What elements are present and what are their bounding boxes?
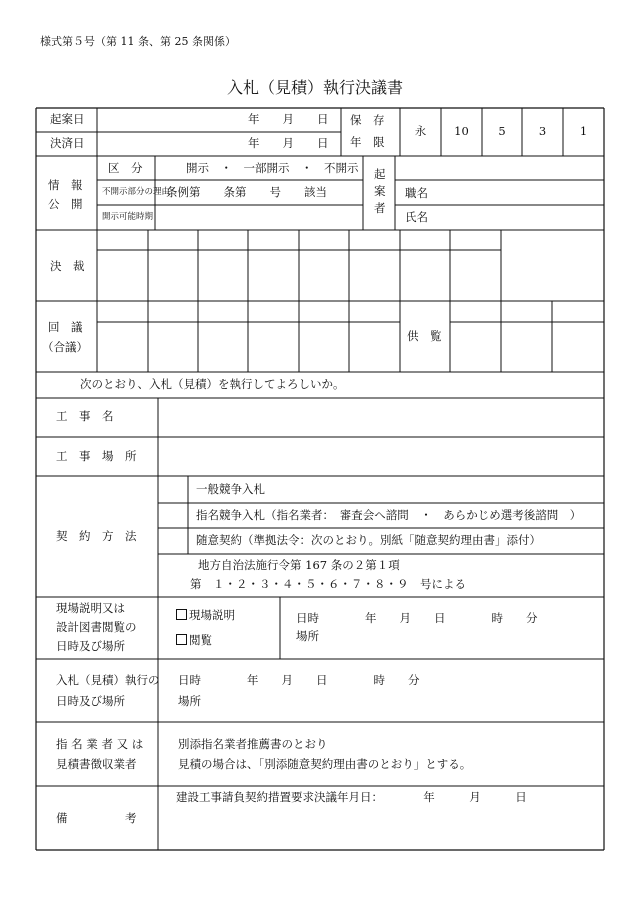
disclosure-date-label: 開示可能時期 — [102, 212, 154, 222]
site-explanation-checkbox[interactable] — [176, 609, 235, 622]
designated-line-1: 別添指名業者推薦書のとおり — [178, 737, 328, 751]
contract-option-general[interactable]: 一般競争入札 — [196, 482, 265, 496]
decision-date-value[interactable]: 年 月 日 — [248, 136, 329, 150]
site-datetime[interactable]: 日時 年 月 日 時 分 — [296, 611, 538, 625]
site-explanation-check-label: 現場説明 — [189, 608, 235, 622]
retention-option[interactable]: 永 — [414, 124, 427, 138]
project-location-label: 工 事 場 所 — [56, 449, 137, 463]
category-value[interactable]: 開示 ・ 一部開示 ・ 不開示 — [186, 161, 359, 175]
retention-option[interactable]: 1 — [579, 124, 588, 138]
decision-date-label: 決済日 — [50, 136, 85, 150]
drafter-label: 起 案 者 — [374, 167, 386, 215]
site-label-3: 日時及び場所 — [56, 639, 125, 653]
site-place[interactable]: 場所 — [296, 629, 319, 643]
designated-line-2: 見積の場合は、「別添随意契約理由書のとおり」とする。 — [178, 757, 472, 771]
decision-label: 決 裁 — [50, 259, 85, 273]
page-title: 入札（見積）執行決議書 — [226, 78, 403, 97]
draft-date-value[interactable]: 年 月 日 — [248, 112, 329, 126]
retention-option[interactable]: 10 — [454, 124, 469, 138]
bid-label-2: 日時及び場所 — [56, 694, 125, 708]
intro-text: 次のとおり、入札（見積）を執行してよろしいか。 — [80, 377, 345, 391]
inspection-check-label: 閲覧 — [189, 633, 212, 647]
checkbox-icon — [176, 609, 187, 620]
retention-label-1: 保 存 — [350, 113, 385, 127]
bid-place[interactable]: 場所 — [178, 694, 201, 708]
contract-method-label: 契 約 方 法 — [56, 529, 137, 543]
site-label-1: 現場説明又は — [56, 601, 125, 615]
contract-option-negotiated[interactable]: 随意契約（準拠法令：次のとおり。別紙「随意契約理由書」添付） — [196, 533, 541, 547]
law-line-1: 地方自治法施行令第 167 条の２第１項 — [198, 558, 400, 572]
retention-option[interactable]: 3 — [538, 124, 547, 138]
disclosure-label-1: 情 報 — [48, 178, 83, 192]
circulation-label-2: （合議） — [42, 340, 88, 354]
category-label: 区 分 — [108, 161, 143, 175]
position-label: 職名 — [405, 186, 428, 200]
remarks-label: 備 考 — [56, 811, 137, 825]
designated-label-1: 指 名 業 者 又 は — [56, 737, 144, 751]
remarks-line-1[interactable]: 建設工事請負契約措置要求決議年月日： 年 月 日 — [176, 790, 527, 804]
retention-option[interactable]: 5 — [498, 124, 506, 138]
law-line-2: 第 １・２・３・４・５・６・７・８・９ 号による — [190, 577, 466, 591]
site-label-2: 設計図書閲覧の — [56, 620, 137, 634]
review-label: 供 覧 — [407, 329, 442, 343]
disclosure-label-2: 公 開 — [48, 197, 83, 211]
bid-datetime[interactable]: 日時 年 月 日 時 分 — [178, 673, 420, 687]
retention-label-2: 年 限 — [350, 135, 385, 149]
reason-value[interactable]: 条例第 条第 号 該当 — [166, 185, 327, 199]
designated-label-2: 見積書徴収業者 — [56, 757, 137, 771]
reason-label: 不開示部分の理由 — [102, 187, 171, 197]
name-label: 氏名 — [405, 210, 428, 224]
contract-option-designated[interactable]: 指名競争入札（指名業者： 審査会へ諮問 ・ あらかじめ選考後諮問 ） — [196, 508, 582, 522]
circulation-label-1: 回 議 — [48, 320, 83, 334]
draft-date-label: 起案日 — [50, 112, 85, 126]
form-number: 様式第５号（第 11 条、第 25 条関係） — [40, 35, 236, 48]
checkbox-icon — [176, 634, 187, 645]
project-name-label: 工 事 名 — [56, 409, 114, 423]
bid-label-1: 入札（見積）執行の — [56, 673, 160, 687]
inspection-checkbox[interactable] — [176, 634, 212, 647]
